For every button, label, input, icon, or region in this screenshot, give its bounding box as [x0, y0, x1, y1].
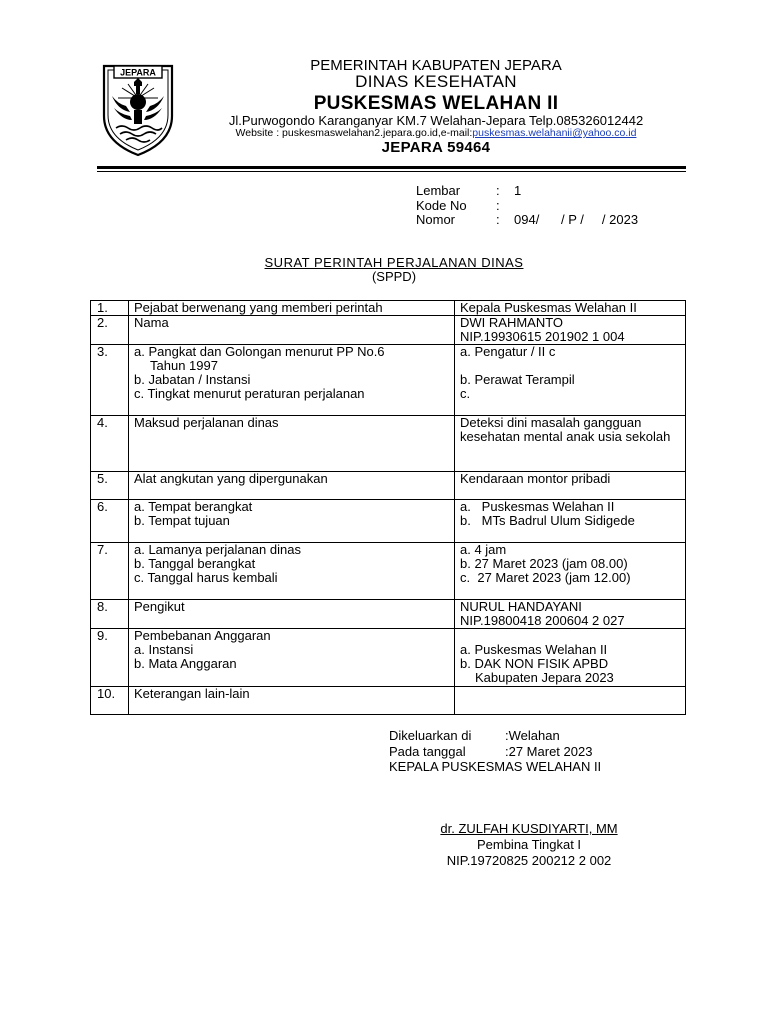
row-value: Deteksi dini masalah gangguan kesehatan mental anak usia sekolah: [455, 416, 686, 472]
meta-colon: :: [496, 212, 500, 227]
issued-date: [389, 744, 601, 760]
row-number: 10.: [91, 687, 129, 715]
row-label: Keterangan lain-lain: [129, 687, 455, 715]
row-number: 4.: [91, 416, 129, 472]
value-name: NURUL HANDAYANI: [460, 599, 582, 614]
row-value: [455, 600, 686, 629]
signer-block: [389, 821, 669, 869]
row-value: [455, 629, 686, 687]
row-value: Kepala Puskesmas Welahan II: [455, 301, 686, 316]
value-a: a. 4 jam: [460, 542, 507, 557]
value-nip: NIP.19930615 201902 1 004: [460, 329, 625, 344]
row-label: Nama: [129, 316, 455, 345]
signer-rank: Pembina Tingkat I: [476, 837, 582, 852]
header-address: Jl.Purwogondo Karanganyar KM.7 Welahan-Jepara Telp.085326012442: [228, 113, 644, 128]
value-a: a. Puskesmas Welahan II: [460, 499, 615, 514]
header-rule-thin: [97, 171, 686, 172]
table-row: [91, 301, 686, 316]
meta-colon: :: [496, 197, 500, 213]
row-number: 2.: [91, 316, 129, 345]
issued-key: Dikeluarkan di: [389, 728, 472, 743]
row-value: [455, 543, 686, 600]
row-number: 3.: [91, 345, 129, 416]
value-a: a. Puskesmas Welahan II: [460, 642, 608, 657]
value-b: b. MTs Badrul Ulum Sidigede: [460, 513, 635, 528]
meta-row-nomor: [416, 213, 638, 228]
signer-position: KEPALA PUSKESMAS WELAHAN II: [389, 759, 602, 774]
table-row: [91, 543, 686, 600]
meta-key: Lembar: [416, 183, 461, 198]
table-row: [91, 345, 686, 416]
label-c: c. Tingkat menurut peraturan perjalanan: [134, 386, 365, 401]
value-b: b. 27 Maret 2023 (jam 08.00): [460, 556, 628, 571]
date-value: :27 Maret 2023: [505, 743, 593, 759]
header-website: [52, 127, 768, 139]
meta-value: 1: [514, 183, 522, 198]
label-a-cont: Tahun 1997: [150, 358, 218, 373]
label-b: b. Tanggal berangkat: [134, 556, 256, 571]
row-label: Alat angkutan yang dipergunakan: [129, 472, 455, 500]
label-a: a. Pangkat dan Golongan menurut PP No.6: [134, 344, 385, 359]
label-a: a. Instansi: [134, 642, 194, 657]
document-title: [0, 256, 768, 284]
table-row: [91, 316, 686, 345]
value-a: a. Pengatur / II c: [460, 344, 556, 359]
issue-block: [389, 728, 601, 775]
label-b: b. Jabatan / Instansi: [134, 372, 251, 387]
value-b-cont: Kabupaten Jepara 2023: [475, 670, 614, 685]
signer-name: dr. ZULFAH KUSDIYARTI, MM: [440, 821, 618, 836]
row-label: Maksud perjalanan dinas: [129, 416, 455, 472]
row-label: Pejabat berwenang yang memberi perintah: [129, 301, 455, 316]
row-value: [455, 345, 686, 416]
value-name: DWI RAHMANTO: [460, 315, 564, 330]
value-c: c.: [460, 386, 471, 401]
row-label: [129, 345, 455, 416]
sppd-table: [90, 300, 686, 715]
row-number: 7.: [91, 543, 129, 600]
table-row: [91, 472, 686, 500]
row-value: [455, 687, 686, 715]
issued-at: [389, 728, 601, 744]
label-main: Pembebanan Anggaran: [134, 628, 271, 643]
meta-value: 094/ / P / / 2023: [514, 212, 639, 227]
row-label: [129, 500, 455, 543]
meta-key: Kode No: [416, 197, 467, 213]
row-number: 1.: [91, 301, 129, 316]
title-sub: (SPPD): [371, 269, 417, 284]
label-a: a. Tempat berangkat: [134, 499, 253, 514]
website-text: Website : puskesmaswelahan2.jepara.go.id,e-mail:: [235, 127, 473, 139]
logo-text: JEPARA: [120, 67, 156, 78]
value-c: c. 27 Maret 2023 (jam 12.00): [460, 570, 631, 585]
header-gov: PEMERINTAH KABUPATEN JEPARA: [310, 57, 562, 74]
label-c: c. Tanggal harus kembali: [134, 570, 278, 585]
value-nip: NIP.19800418 200604 2 027: [460, 613, 625, 628]
signer-nip: NIP.19720825 200212 2 002: [446, 853, 612, 868]
header-institution: PUSKESMAS WELAHAN II: [313, 93, 559, 114]
email-link[interactable]: puskesmas.welahanii@yahoo.co.id: [472, 127, 637, 139]
header-city: JEPARA 59464: [381, 139, 491, 156]
row-value: Kendaraan montor pribadi: [455, 472, 686, 500]
title-main: SURAT PERINTAH PERJALANAN DINAS: [264, 255, 524, 270]
date-key: Pada tanggal: [389, 743, 466, 759]
row-value: [455, 316, 686, 345]
table-row: [91, 629, 686, 687]
row-label: Pengikut: [129, 600, 455, 629]
issued-value: :Welahan: [505, 728, 560, 743]
header-department: DINAS KESEHATAN: [355, 72, 517, 91]
row-number: 8.: [91, 600, 129, 629]
value-b: b. DAK NON FISIK APBD: [460, 656, 609, 671]
meta-colon: :: [496, 183, 500, 198]
row-label: [129, 629, 455, 687]
label-b: b. Mata Anggaran: [134, 656, 237, 671]
header-rule-thick: [97, 166, 686, 169]
meta-row-lembar: [416, 184, 638, 199]
row-value: [455, 500, 686, 543]
table-row: [91, 687, 686, 715]
table-row: [91, 500, 686, 543]
row-number: 5.: [91, 472, 129, 500]
row-number: 9.: [91, 629, 129, 687]
letter-meta: [416, 184, 638, 228]
label-b: b. Tempat tujuan: [134, 513, 230, 528]
row-label: [129, 543, 455, 600]
table-row: [91, 416, 686, 472]
table-row: [91, 600, 686, 629]
value-b: b. Perawat Terampil: [460, 372, 575, 387]
meta-key: Nomor: [416, 212, 456, 227]
row-number: 6.: [91, 500, 129, 543]
meta-row-kode: [416, 199, 638, 214]
label-a: a. Lamanya perjalanan dinas: [134, 542, 301, 557]
